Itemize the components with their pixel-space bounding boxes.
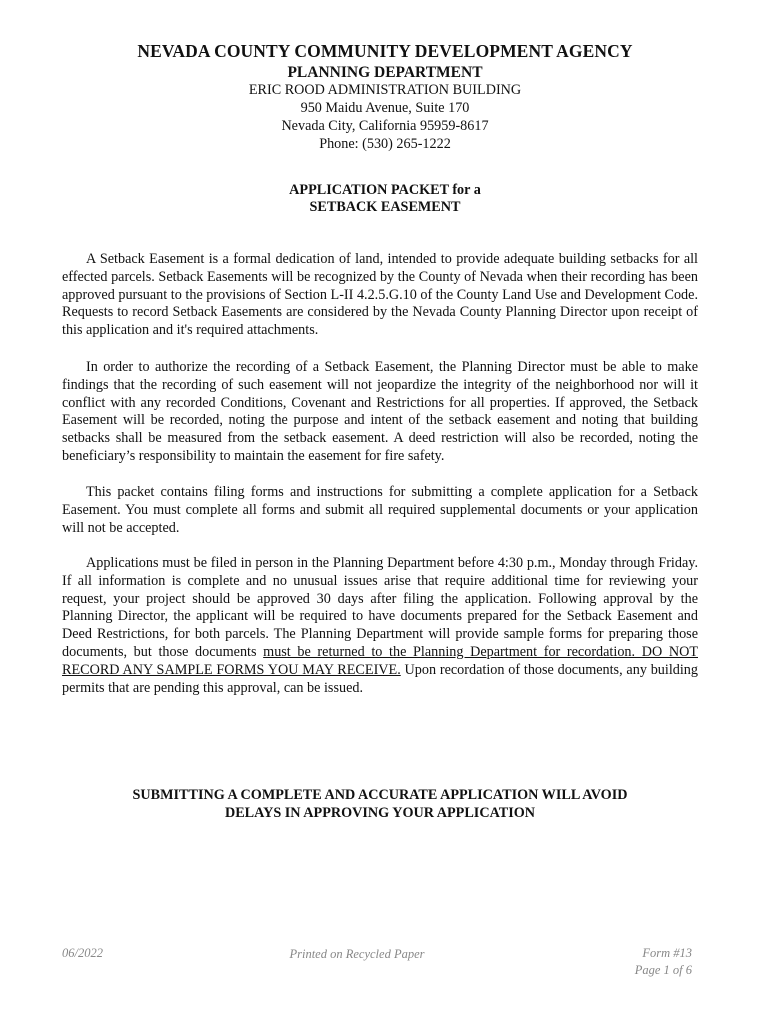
- notice-line2: DELAYS IN APPROVING YOUR APPLICATION: [224, 805, 536, 821]
- paragraph-text: This packet contains filing forms and instructions for submitting a complete application for a Setback Easement. You must complete all forms and submit all required supplemental documents or your application will not be accepted.: [62, 484, 698, 536]
- underlined-warning: must be returned to the Planning Department for recordation. DO NOT RECORD ANY SAMPLE FORMS YOU MAY RECEIVE.: [62, 643, 698, 678]
- footer-date: 06/2022: [62, 946, 103, 960]
- street-address: 950 Maidu Avenue, Suite 170: [300, 100, 470, 116]
- paragraph-filing-instructions: [62, 555, 698, 697]
- phone-number: Phone: (530) 265-1222: [319, 136, 451, 152]
- paragraph-text: In order to authorize the recording of a Setback Easement, the Planning Director must be able to make findings that the recording of such easement will not jeopardize the integrity of the neighborhood nor will it conflict with any recorded Conditions, Covenant and Restrictions for all properties. If approved, the Setback Easement will be recorded, noting the purpose and intent of the setback easement and noting that building setbacks shall be measured from the setback easement. A deed restriction will also be recorded, noting the beneficiary’s responsibility to maintain the easement for fire safety.: [62, 359, 698, 464]
- city-address: Nevada City, California 95959-8617: [281, 118, 489, 134]
- packet-title-line2: SETBACK EASEMENT: [309, 199, 461, 215]
- footer-page-number: Page 1 of 6: [634, 963, 692, 977]
- packet-title-line1: APPLICATION PACKET for a: [289, 182, 481, 198]
- paragraph-text: [62, 555, 698, 697]
- footer-recycled-note: Printed on Recycled Paper: [289, 947, 425, 961]
- paragraph-authorization: [62, 359, 698, 466]
- agency-name: NEVADA COUNTY COMMUNITY DEVELOPMENT AGENCY: [137, 41, 633, 61]
- paragraph-text-end: Upon recordation of those documents, any building permits that are pending this approval, can be issued.: [62, 661, 698, 696]
- notice-line1: SUBMITTING A COMPLETE AND ACCURATE APPLICATION WILL AVOID: [132, 787, 628, 803]
- footer-form-number: Form #13: [642, 946, 692, 960]
- building-name: ERIC ROOD ADMINISTRATION BUILDING: [248, 82, 522, 98]
- paragraph-packet-contents: [62, 484, 698, 537]
- paragraph-text: A Setback Easement is a formal dedication of land, intended to provide adequate building setbacks for all effected parcels. Setback Easements will be recognized by the County of Nevada when their recording has been approved pursuant to the provisions of Section L-II 4.2.5.G.10 of the County Land Use and Development Code. Requests to record Setback Easements are considered by the Nevada County Planning Director upon receipt of this application and it's required attachments.: [62, 251, 698, 339]
- paragraph-definition: [62, 251, 698, 340]
- department-name: PLANNING DEPARTMENT: [287, 64, 483, 81]
- paragraph-text-start: Applications must be filed in person in the Planning Department before 4:30 p.m., Monday through Friday. If all information is complete and no unusual issues arise that require additional time for reviewing your request, your project should be approved 30 days after filing the application. Following approval by the Planning Director, the applicant will be required to have documents prepared for the Setback Easement and Deed Restrictions, for both parcels. The Planning Department will provide sample forms for preparing those documents, but those documents: [62, 555, 698, 660]
